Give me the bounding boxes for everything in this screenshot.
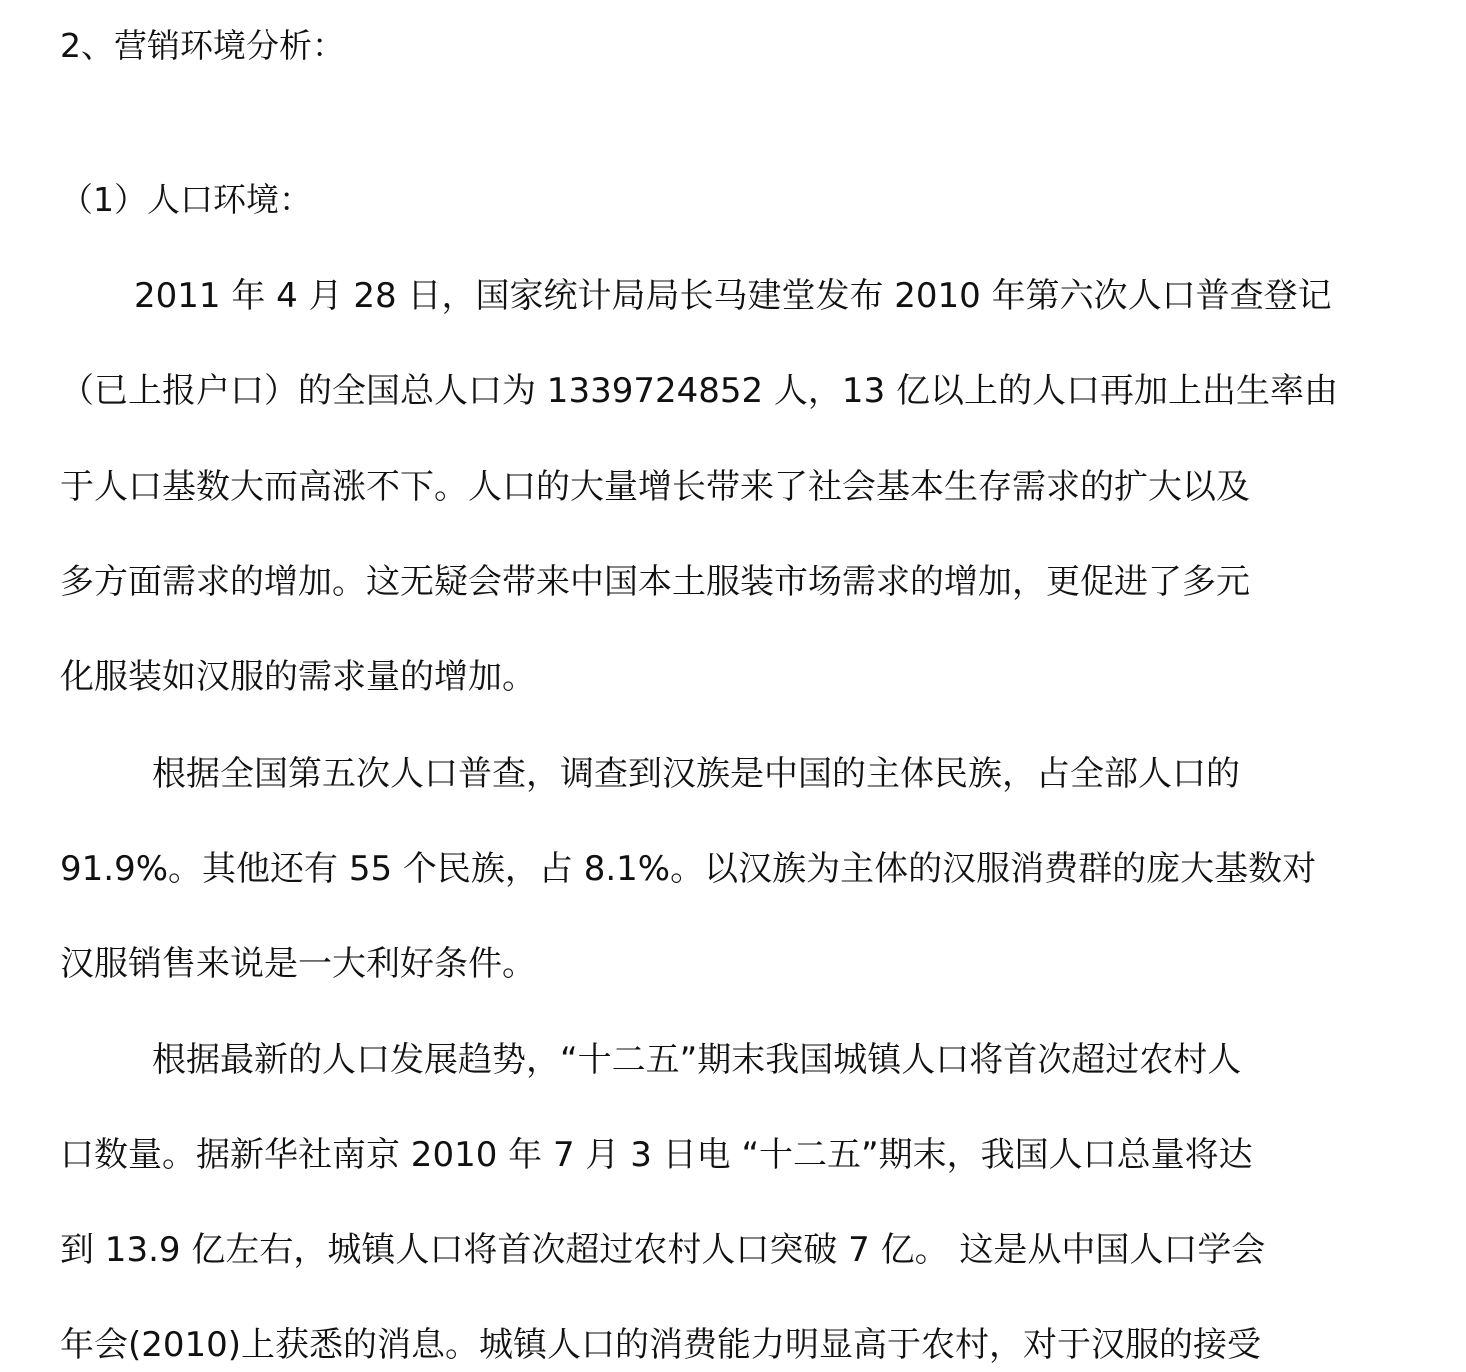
paragraph-2-line-2: 91.9%。其他还有 55 个民族，占 8.1%。以汉族为主体的汉服消费群的庞大基数对 <box>60 849 1317 889</box>
section-heading: 2、营销环境分析： <box>60 26 345 65</box>
paragraph-1-line-5: 化服装如汉服的需求量的增加。 <box>60 657 536 697</box>
paragraph-2-line-3: 汉服销售来说是一大利好条件。 <box>60 944 536 984</box>
paragraph-2-line-1: 根据全国第五次人口普查，调查到汉族是中国的主体民族，占全部人口的 <box>152 754 1240 794</box>
paragraph-1-line-1: 2011 年 4 月 28 日，国家统计局局长马建堂发布 2010 年第六次人口普查登记 <box>134 276 1332 316</box>
paragraph-1-line-4: 多方面需求的增加。这无疑会带来中国本土服装市场需求的增加，更促进了多元 <box>60 562 1250 602</box>
paragraph-3-line-3: 到 13.9 亿左右，城镇人口将首次超过农村人口突破 7 亿。 这是从中国人口学会 <box>60 1230 1266 1270</box>
paragraph-1-line-2: （已上报户口）的全国总人口为 1339724852 人，13 亿以上的人口再加上出生率由 <box>60 371 1339 411</box>
paragraph-3-line-4: 年会(2010)上获悉的消息。城镇人口的消费能力明显高于农村，对于汉服的接受 <box>60 1325 1262 1365</box>
subsection-heading: （1）人口环境： <box>60 180 312 219</box>
paragraph-3-line-2: 口数量。据新华社南京 2010 年 7 月 3 日电 “十二五”期末，我国人口总量将达 <box>60 1135 1253 1175</box>
paragraph-1-line-3: 于人口基数大而高涨不下。人口的大量增长带来了社会基本生存需求的扩大以及 <box>60 467 1250 507</box>
paragraph-3-line-1: 根据最新的人口发展趋势，“十二五”期末我国城镇人口将首次超过农村人 <box>152 1040 1242 1080</box>
